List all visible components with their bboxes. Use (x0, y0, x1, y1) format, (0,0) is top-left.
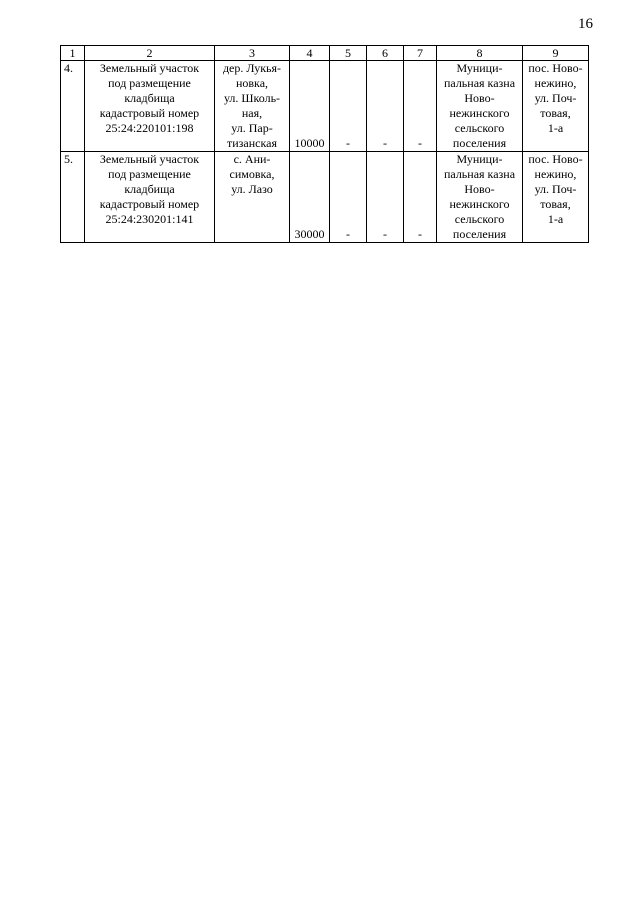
header-row (61, 46, 589, 61)
owner-line: Муници- (456, 61, 503, 75)
object-name-line: под размещение (108, 167, 191, 181)
object-name-line: Земельный участок (99, 61, 200, 75)
table-row (61, 152, 589, 243)
col5-cell: - (330, 61, 367, 152)
col-header-8: 8 (437, 46, 523, 61)
address-line: ная, (241, 106, 263, 120)
property-table (60, 45, 589, 243)
area-cell: 10000 (290, 61, 330, 152)
object-name-line: Земельный участок (99, 152, 200, 166)
owner-line: сельского (454, 121, 505, 135)
location-line: нежино, (534, 76, 577, 90)
address-line: ул. Пар- (231, 121, 273, 135)
cadastral-number: 25:24:220101:198 (105, 121, 194, 135)
address-line: ул. Лазо (231, 182, 273, 196)
col7-cell: - (404, 152, 437, 243)
owner-cell (437, 61, 523, 152)
location-line: ул. Поч- (534, 182, 577, 196)
location-line: пос. Ново- (528, 152, 583, 166)
object-name-line: под размещение (108, 76, 191, 90)
owner-line: сельского (454, 212, 505, 226)
owner-line: нежинского (449, 106, 510, 120)
address-line: дер. Лукья- (222, 61, 282, 75)
col-header-6: 6 (367, 46, 404, 61)
row-number: 4. (61, 61, 85, 152)
address-line: новка, (235, 76, 269, 90)
address-cell (215, 152, 290, 243)
owner-cell (437, 152, 523, 243)
col-header-1: 1 (61, 46, 85, 61)
col-header-9: 9 (523, 46, 589, 61)
col-header-7: 7 (404, 46, 437, 61)
cadastral-number: 25:24:230201:141 (105, 212, 194, 226)
col-header-2: 2 (85, 46, 215, 61)
owner-line: Ново- (464, 182, 495, 196)
owner-line: пальная казна (443, 76, 516, 90)
address-line: тизанская (227, 136, 277, 150)
object-name-cell (85, 61, 215, 152)
location-line: 1-а (547, 121, 564, 135)
address-line: ул. Школь- (223, 91, 281, 105)
col5-cell: - (330, 152, 367, 243)
object-name-line: кадастровый номер (99, 106, 200, 120)
owner-line: Муници- (456, 152, 503, 166)
owner-line: пальная казна (443, 167, 516, 181)
col6-cell: - (367, 152, 404, 243)
table-row (61, 61, 589, 152)
address-line: с. Ани- (233, 152, 271, 166)
location-cell (523, 152, 589, 243)
owner-line: поселения (452, 136, 507, 150)
owner-line: нежинского (449, 197, 510, 211)
row-number: 5. (61, 152, 85, 243)
address-line: симовка, (229, 167, 275, 181)
object-name-line: кадастровый номер (99, 197, 200, 211)
area-cell: 30000 (290, 152, 330, 243)
address-cell (215, 61, 290, 152)
col7-cell: - (404, 61, 437, 152)
location-cell (523, 61, 589, 152)
location-line: пос. Ново- (528, 61, 583, 75)
location-line: нежино, (534, 167, 577, 181)
col-header-4: 4 (290, 46, 330, 61)
page-number: 16 (578, 16, 593, 32)
owner-line: поселения (452, 227, 507, 241)
col6-cell: - (367, 61, 404, 152)
col-header-3: 3 (215, 46, 290, 61)
object-name-line: кладбища (124, 182, 175, 196)
object-name-line: кладбища (124, 91, 175, 105)
location-line: 1-а (547, 212, 564, 226)
object-name-cell (85, 152, 215, 243)
location-line: товая, (540, 197, 571, 211)
owner-line: Ново- (464, 91, 495, 105)
location-line: ул. Поч- (534, 91, 577, 105)
col-header-5: 5 (330, 46, 367, 61)
location-line: товая, (540, 106, 571, 120)
